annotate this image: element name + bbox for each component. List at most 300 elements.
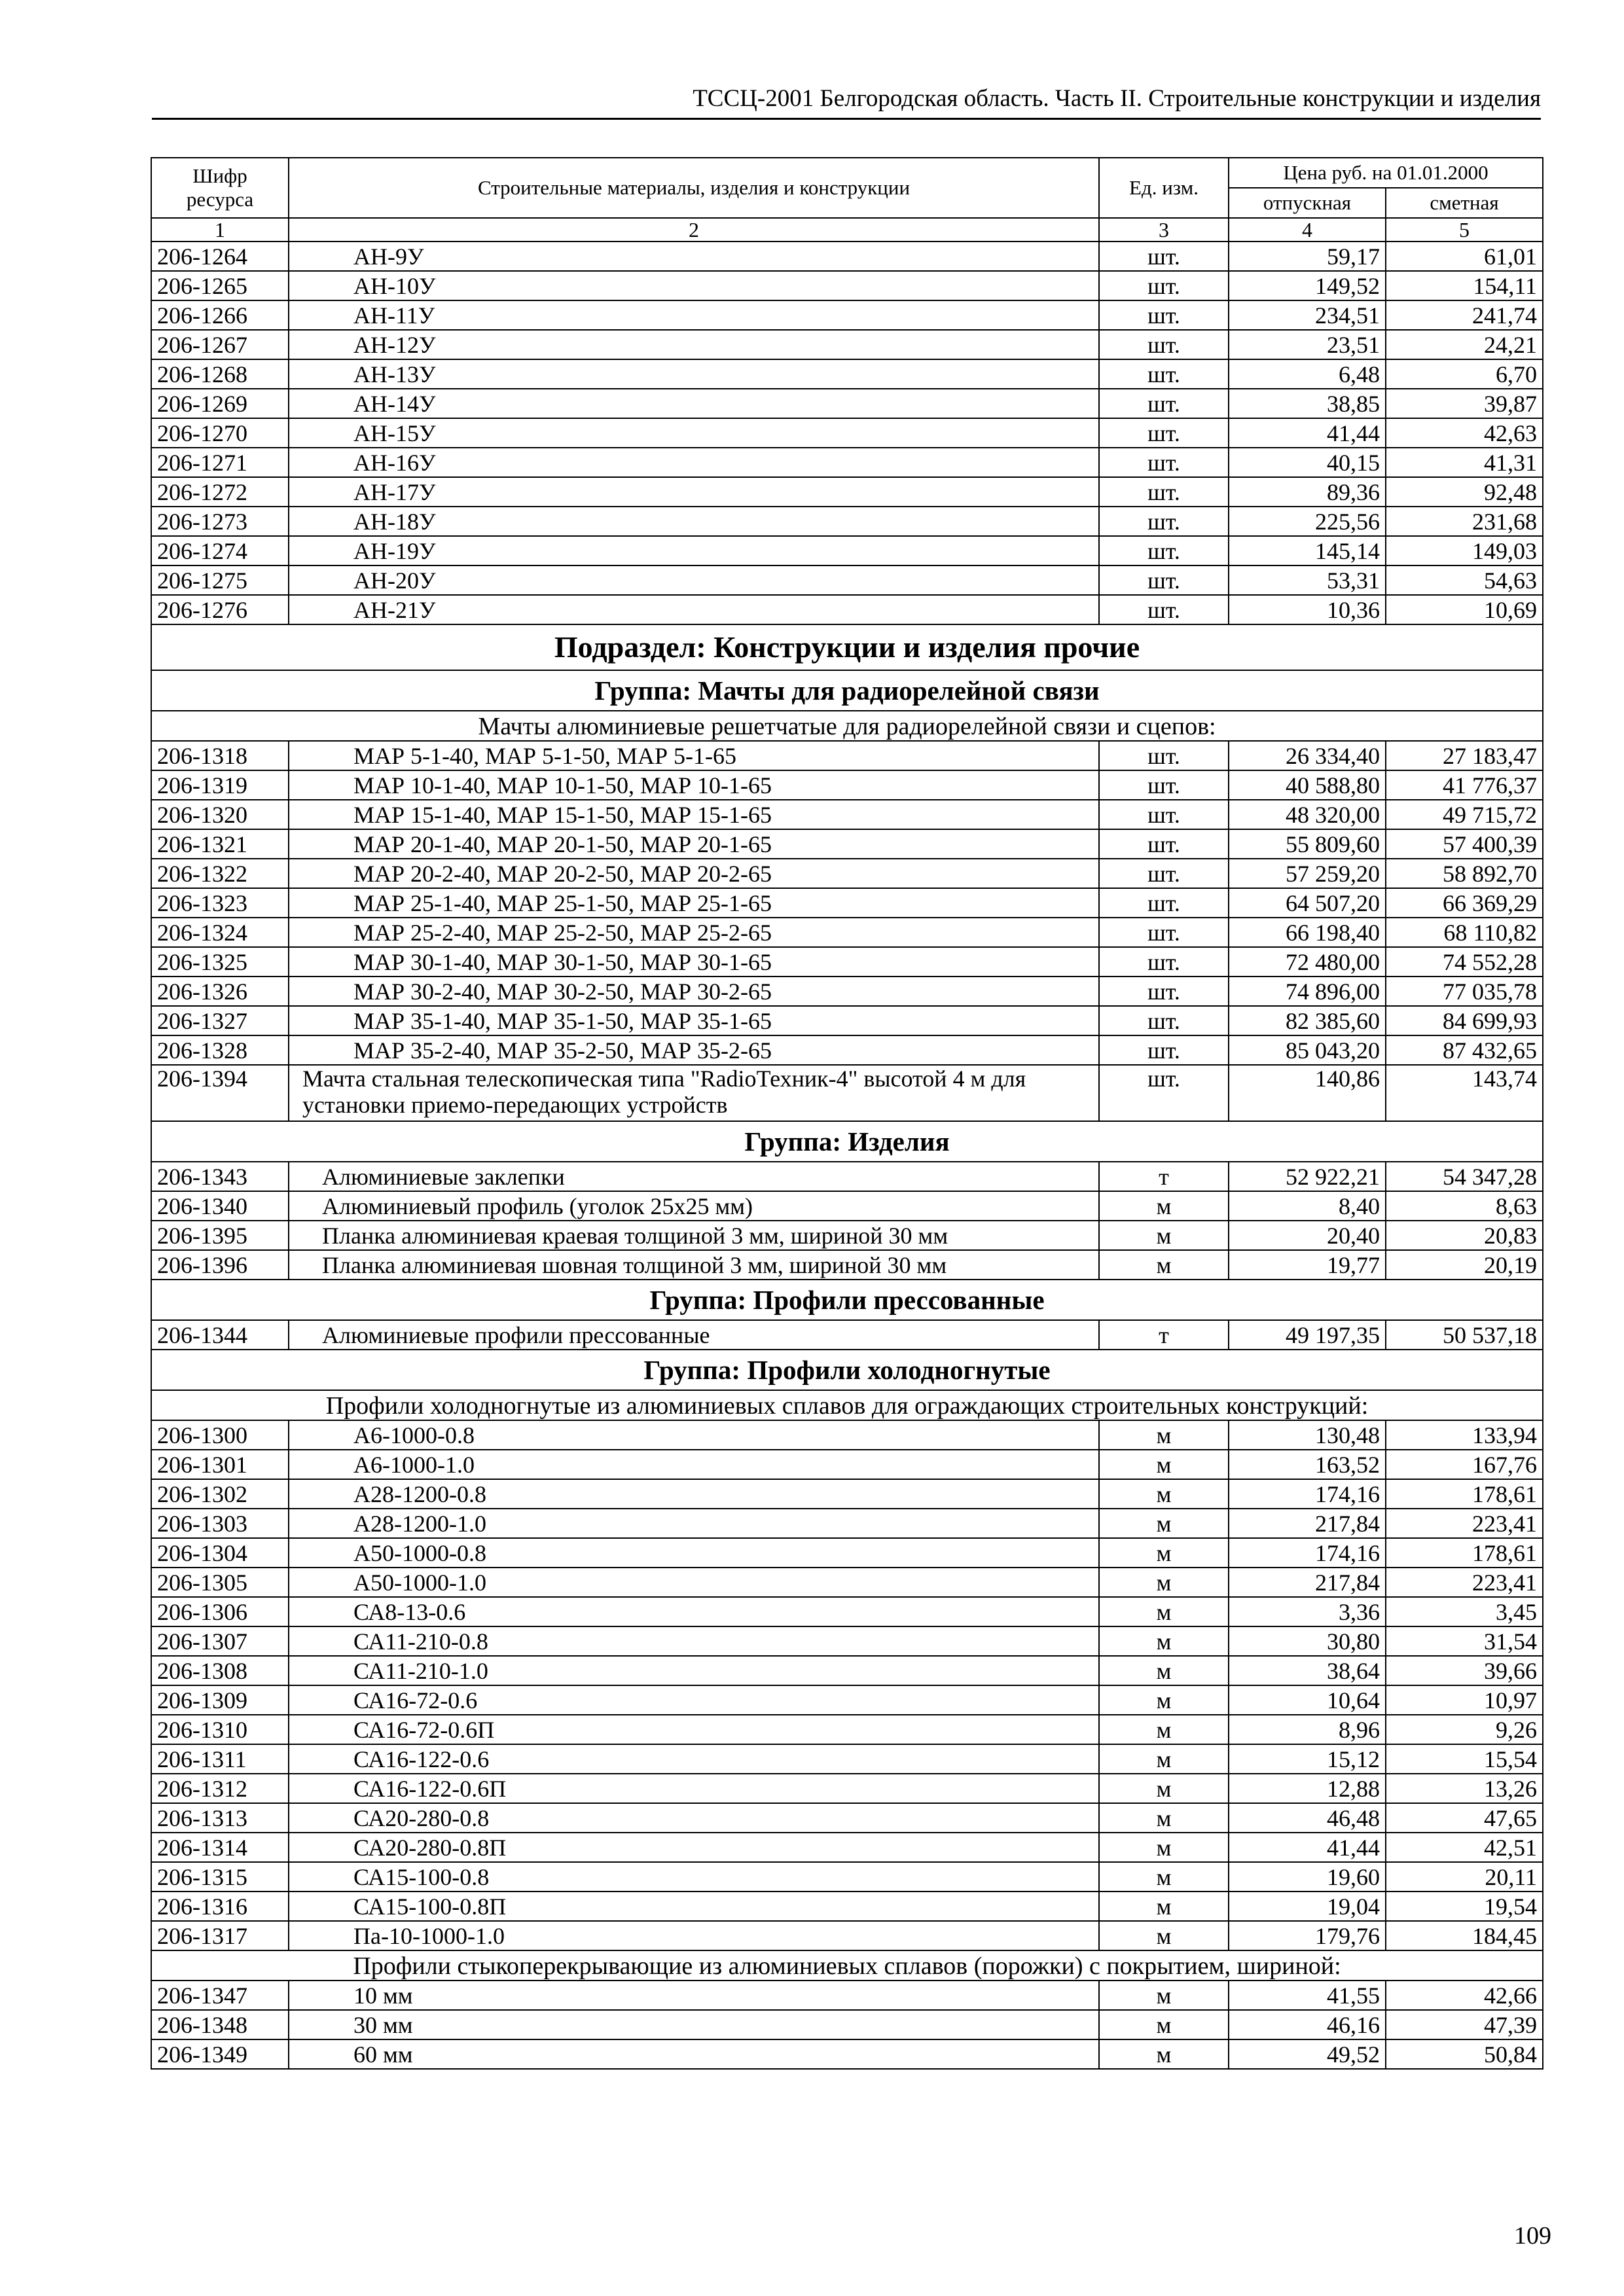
- item-name: АН-11У: [289, 300, 1099, 330]
- column-number: 1: [151, 218, 289, 242]
- price-estimate: 20,19: [1386, 1250, 1543, 1280]
- unit: шт.: [1099, 888, 1229, 918]
- resource-code: 206-1275: [151, 565, 289, 595]
- resource-code: 206-1270: [151, 418, 289, 448]
- header-code: Шифр ресурса: [151, 158, 289, 218]
- unit: шт.: [1099, 800, 1229, 829]
- unit: шт.: [1099, 565, 1229, 595]
- unit: шт.: [1099, 977, 1229, 1006]
- item-name: СА16-122-0.6П: [289, 1774, 1099, 1803]
- unit: м: [1099, 1509, 1229, 1538]
- price-release: 217,84: [1229, 1568, 1386, 1597]
- resource-code: 206-1320: [151, 800, 289, 829]
- resource-code: 206-1315: [151, 1862, 289, 1892]
- price-estimate: 84 699,93: [1386, 1006, 1543, 1035]
- table-row: [151, 477, 1543, 507]
- unit: м: [1099, 1221, 1229, 1250]
- price-estimate: 47,39: [1386, 2010, 1543, 2039]
- price-estimate: 167,76: [1386, 1450, 1543, 1479]
- unit: м: [1099, 1921, 1229, 1950]
- unit: шт.: [1099, 448, 1229, 477]
- unit: м: [1099, 1479, 1229, 1509]
- resource-code: 206-1314: [151, 1833, 289, 1862]
- price-release: 10,64: [1229, 1685, 1386, 1715]
- price-estimate: 10,69: [1386, 595, 1543, 624]
- price-release: 30,80: [1229, 1626, 1386, 1656]
- table-row: [151, 1006, 1543, 1035]
- item-name: АН-12У: [289, 330, 1099, 359]
- table-row: [151, 1597, 1543, 1626]
- item-name: МАР 25-1-40, МАР 25-1-50, МАР 25-1-65: [289, 888, 1099, 918]
- price-estimate: 10,97: [1386, 1685, 1543, 1715]
- price-release: 82 385,60: [1229, 1006, 1386, 1035]
- price-release: 10,36: [1229, 595, 1386, 624]
- table-row: [151, 536, 1543, 565]
- price-release: 52 922,21: [1229, 1162, 1386, 1191]
- resource-code: 206-1394: [151, 1065, 289, 1121]
- resource-code: 206-1323: [151, 888, 289, 918]
- subsection-title-row: [151, 624, 1543, 670]
- table-row: [151, 1162, 1543, 1191]
- table-row: [151, 1538, 1543, 1568]
- price-estimate: 58 892,70: [1386, 859, 1543, 888]
- resource-code: 206-1274: [151, 536, 289, 565]
- price-release: 225,56: [1229, 507, 1386, 536]
- price-estimate: 41 776,37: [1386, 770, 1543, 800]
- table-row: [151, 947, 1543, 977]
- item-name: АН-14У: [289, 389, 1099, 418]
- price-release: 217,84: [1229, 1509, 1386, 1538]
- item-name: Алюминиевые профили прессованные: [289, 1320, 1099, 1350]
- resource-code: 206-1396: [151, 1250, 289, 1280]
- item-name: СА8-13-0.6: [289, 1597, 1099, 1626]
- price-estimate: 92,48: [1386, 477, 1543, 507]
- item-name: СА16-122-0.6: [289, 1744, 1099, 1774]
- price-estimate: 61,01: [1386, 242, 1543, 271]
- item-name: СА11-210-1.0: [289, 1656, 1099, 1685]
- price-release: 130,48: [1229, 1420, 1386, 1450]
- price-estimate: 50 537,18: [1386, 1320, 1543, 1350]
- price-release: 174,16: [1229, 1479, 1386, 1509]
- subsection-title: Подраздел: Конструкции и изделия прочие: [151, 624, 1543, 670]
- price-release: 19,77: [1229, 1250, 1386, 1280]
- header-price-release: отпускная: [1229, 188, 1386, 218]
- table-row: [151, 918, 1543, 947]
- price-estimate: 47,65: [1386, 1803, 1543, 1833]
- price-estimate: 39,87: [1386, 389, 1543, 418]
- unit: м: [1099, 1568, 1229, 1597]
- item-name: АН-15У: [289, 418, 1099, 448]
- unit: м: [1099, 1833, 1229, 1862]
- item-name: Мачта стальная телескопическая типа "RadioТехник-4" высотой 4 м для установки приемо-передающих устройств: [289, 1065, 1099, 1121]
- item-name: МАР 20-1-40, МАР 20-1-50, МАР 20-1-65: [289, 829, 1099, 859]
- price-release: 20,40: [1229, 1221, 1386, 1250]
- table-row: [151, 448, 1543, 477]
- resource-code: 206-1321: [151, 829, 289, 859]
- table-row: [151, 977, 1543, 1006]
- price-estimate: 231,68: [1386, 507, 1543, 536]
- resource-code: 206-1325: [151, 947, 289, 977]
- price-estimate: 42,51: [1386, 1833, 1543, 1862]
- resource-code: 206-1326: [151, 977, 289, 1006]
- unit: шт.: [1099, 1065, 1229, 1121]
- resource-code: 206-1395: [151, 1221, 289, 1250]
- unit: шт.: [1099, 859, 1229, 888]
- unit: м: [1099, 1744, 1229, 1774]
- price-estimate: 49 715,72: [1386, 800, 1543, 829]
- price-estimate: 19,54: [1386, 1892, 1543, 1921]
- group-title: Группа: Профили прессованные: [151, 1280, 1543, 1320]
- price-estimate: 24,21: [1386, 330, 1543, 359]
- unit: шт.: [1099, 829, 1229, 859]
- price-release: 3,36: [1229, 1597, 1386, 1626]
- unit: м: [1099, 1774, 1229, 1803]
- unit: м: [1099, 1803, 1229, 1833]
- table-row: [151, 1921, 1543, 1950]
- resource-code: 206-1308: [151, 1656, 289, 1685]
- price-release: 57 259,20: [1229, 859, 1386, 888]
- unit: м: [1099, 1715, 1229, 1744]
- item-name: МАР 30-2-40, МАР 30-2-50, МАР 30-2-65: [289, 977, 1099, 1006]
- price-table: [151, 157, 1543, 2070]
- table-row: [151, 770, 1543, 800]
- price-release: 49 197,35: [1229, 1320, 1386, 1350]
- item-name: Планка алюминиевая краевая толщиной 3 мм, шириной 30 мм: [289, 1221, 1099, 1250]
- item-name: МАР 20-2-40, МАР 20-2-50, МАР 20-2-65: [289, 859, 1099, 888]
- resource-code: 206-1273: [151, 507, 289, 536]
- item-name: СА15-100-0.8П: [289, 1892, 1099, 1921]
- price-release: 149,52: [1229, 271, 1386, 300]
- unit: шт.: [1099, 1006, 1229, 1035]
- unit: м: [1099, 1981, 1229, 2010]
- unit: м: [1099, 1597, 1229, 1626]
- table-row: [151, 1862, 1543, 1892]
- unit: шт.: [1099, 918, 1229, 947]
- price-release: 140,86: [1229, 1065, 1386, 1121]
- price-estimate: 6,70: [1386, 359, 1543, 389]
- unit: шт.: [1099, 947, 1229, 977]
- resource-code: 206-1301: [151, 1450, 289, 1479]
- price-estimate: 3,45: [1386, 1597, 1543, 1626]
- resource-code: 206-1264: [151, 242, 289, 271]
- price-estimate: 57 400,39: [1386, 829, 1543, 859]
- table-header-row: [151, 158, 1543, 188]
- item-name: А28-1200-0.8: [289, 1479, 1099, 1509]
- resource-code: 206-1271: [151, 448, 289, 477]
- item-name: АН-9У: [289, 242, 1099, 271]
- item-name: МАР 10-1-40, МАР 10-1-50, МАР 10-1-65: [289, 770, 1099, 800]
- resource-code: 206-1265: [151, 271, 289, 300]
- price-release: 163,52: [1229, 1450, 1386, 1479]
- group-note-row: [151, 1390, 1543, 1420]
- column-number-row: [151, 218, 1543, 242]
- price-release: 8,40: [1229, 1191, 1386, 1221]
- price-release: 66 198,40: [1229, 918, 1386, 947]
- item-name: СА20-280-0.8П: [289, 1833, 1099, 1862]
- unit: м: [1099, 1450, 1229, 1479]
- item-name: А6-1000-1.0: [289, 1450, 1099, 1479]
- price-estimate: 223,41: [1386, 1568, 1543, 1597]
- column-number: 3: [1099, 218, 1229, 242]
- table-row: [151, 1479, 1543, 1509]
- item-name: АН-10У: [289, 271, 1099, 300]
- table-row: [151, 1715, 1543, 1744]
- table-row: [151, 565, 1543, 595]
- header-price: Цена руб. на 01.01.2000: [1229, 158, 1543, 188]
- table-row: [151, 741, 1543, 770]
- item-name: АН-18У: [289, 507, 1099, 536]
- price-release: 174,16: [1229, 1538, 1386, 1568]
- price-estimate: 87 432,65: [1386, 1035, 1543, 1065]
- item-name: А28-1200-1.0: [289, 1509, 1099, 1538]
- unit: м: [1099, 2010, 1229, 2039]
- resource-code: 206-1300: [151, 1420, 289, 1450]
- group-title: Группа: Профили холодногнутые: [151, 1350, 1543, 1390]
- resource-code: 206-1344: [151, 1320, 289, 1350]
- price-estimate: 77 035,78: [1386, 977, 1543, 1006]
- item-name: Алюминиевые заклепки: [289, 1162, 1099, 1191]
- table-row: [151, 1191, 1543, 1221]
- price-release: 179,76: [1229, 1921, 1386, 1950]
- resource-code: 206-1307: [151, 1626, 289, 1656]
- unit: шт.: [1099, 359, 1229, 389]
- table-row: [151, 1065, 1543, 1121]
- table-row: [151, 242, 1543, 271]
- price-release: 19,04: [1229, 1892, 1386, 1921]
- item-name: СА11-210-0.8: [289, 1626, 1099, 1656]
- price-release: 6,48: [1229, 359, 1386, 389]
- header-rule: [152, 118, 1541, 120]
- table-row: [151, 271, 1543, 300]
- price-release: 234,51: [1229, 300, 1386, 330]
- table-row: [151, 1450, 1543, 1479]
- price-estimate: 66 369,29: [1386, 888, 1543, 918]
- item-name: А6-1000-0.8: [289, 1420, 1099, 1450]
- unit: м: [1099, 1538, 1229, 1568]
- price-release: 41,44: [1229, 418, 1386, 448]
- unit: м: [1099, 1685, 1229, 1715]
- price-release: 40,15: [1229, 448, 1386, 477]
- item-name: СА20-280-0.8: [289, 1803, 1099, 1833]
- price-estimate: 41,31: [1386, 448, 1543, 477]
- unit: шт.: [1099, 330, 1229, 359]
- unit: шт.: [1099, 595, 1229, 624]
- price-estimate: 54 347,28: [1386, 1162, 1543, 1191]
- table-row: [151, 1685, 1543, 1715]
- resource-code: 206-1302: [151, 1479, 289, 1509]
- unit: м: [1099, 1656, 1229, 1685]
- price-release: 55 809,60: [1229, 829, 1386, 859]
- price-release: 72 480,00: [1229, 947, 1386, 977]
- price-release: 38,85: [1229, 389, 1386, 418]
- resource-code: 206-1305: [151, 1568, 289, 1597]
- page-header-title: ТССЦ-2001 Белгородская область. Часть II. Строительные конструкции и изделия: [693, 85, 1541, 112]
- item-name: МАР 5-1-40, МАР 5-1-50, МАР 5-1-65: [289, 741, 1099, 770]
- price-release: 15,12: [1229, 1744, 1386, 1774]
- unit: шт.: [1099, 536, 1229, 565]
- resource-code: 206-1328: [151, 1035, 289, 1065]
- unit: шт.: [1099, 271, 1229, 300]
- group-title: Группа: Мачты для радиорелейной связи: [151, 670, 1543, 711]
- table-row: [151, 888, 1543, 918]
- resource-code: 206-1268: [151, 359, 289, 389]
- resource-code: 206-1316: [151, 1892, 289, 1921]
- item-name: АН-17У: [289, 477, 1099, 507]
- price-release: 26 334,40: [1229, 741, 1386, 770]
- unit: т: [1099, 1162, 1229, 1191]
- resource-code: 206-1317: [151, 1921, 289, 1950]
- price-release: 74 896,00: [1229, 977, 1386, 1006]
- item-name: МАР 25-2-40, МАР 25-2-50, МАР 25-2-65: [289, 918, 1099, 947]
- price-release: 46,48: [1229, 1803, 1386, 1833]
- table-row: [151, 859, 1543, 888]
- item-name: МАР 35-2-40, МАР 35-2-50, МАР 35-2-65: [289, 1035, 1099, 1065]
- group-note-row: [151, 1950, 1543, 1981]
- item-name: АН-19У: [289, 536, 1099, 565]
- table-row: [151, 1833, 1543, 1862]
- table-row: [151, 1981, 1543, 2010]
- item-name: АН-21У: [289, 595, 1099, 624]
- resource-code: 206-1266: [151, 300, 289, 330]
- header-unit: Ед. изм.: [1099, 158, 1229, 218]
- group-title: Группа: Изделия: [151, 1121, 1543, 1162]
- price-estimate: 9,26: [1386, 1715, 1543, 1744]
- resource-code: 206-1327: [151, 1006, 289, 1035]
- price-estimate: 68 110,82: [1386, 918, 1543, 947]
- unit: шт.: [1099, 741, 1229, 770]
- item-name: А50-1000-0.8: [289, 1538, 1099, 1568]
- column-number: 5: [1386, 218, 1543, 242]
- table-row: [151, 2039, 1543, 2069]
- resource-code: 206-1303: [151, 1509, 289, 1538]
- price-estimate: 74 552,28: [1386, 947, 1543, 977]
- header-price-estimate: сметная: [1386, 188, 1543, 218]
- group-title-row: [151, 670, 1543, 711]
- table-row: [151, 595, 1543, 624]
- price-estimate: 8,63: [1386, 1191, 1543, 1221]
- resource-code: 206-1309: [151, 1685, 289, 1715]
- table-row: [151, 300, 1543, 330]
- unit: т: [1099, 1320, 1229, 1350]
- resource-code: 206-1340: [151, 1191, 289, 1221]
- price-release: 8,96: [1229, 1715, 1386, 1744]
- price-estimate: 39,66: [1386, 1656, 1543, 1685]
- unit: шт.: [1099, 507, 1229, 536]
- price-estimate: 154,11: [1386, 271, 1543, 300]
- table-row: [151, 1320, 1543, 1350]
- unit: м: [1099, 2039, 1229, 2069]
- price-estimate: 54,63: [1386, 565, 1543, 595]
- group-note-row: [151, 711, 1543, 741]
- price-estimate: 241,74: [1386, 300, 1543, 330]
- resource-code: 206-1318: [151, 741, 289, 770]
- resource-code: 206-1319: [151, 770, 289, 800]
- table-row: [151, 1803, 1543, 1833]
- table-row: [151, 1420, 1543, 1450]
- price-release: 46,16: [1229, 2010, 1386, 2039]
- item-name: АН-13У: [289, 359, 1099, 389]
- resource-code: 206-1276: [151, 595, 289, 624]
- unit: шт.: [1099, 418, 1229, 448]
- unit: шт.: [1099, 242, 1229, 271]
- table-row: [151, 418, 1543, 448]
- unit: шт.: [1099, 1035, 1229, 1065]
- resource-code: 206-1304: [151, 1538, 289, 1568]
- resource-code: 206-1269: [151, 389, 289, 418]
- item-name: 10 мм: [289, 1981, 1099, 2010]
- price-estimate: 13,26: [1386, 1774, 1543, 1803]
- price-estimate: 178,61: [1386, 1538, 1543, 1568]
- table-row: [151, 1568, 1543, 1597]
- price-estimate: 20,11: [1386, 1862, 1543, 1892]
- table-row: [151, 1774, 1543, 1803]
- price-release: 41,55: [1229, 1981, 1386, 2010]
- price-release: 145,14: [1229, 536, 1386, 565]
- group-note: Мачты алюминиевые решетчатые для радиорелейной связи и сцепов:: [151, 711, 1543, 741]
- item-name: 60 мм: [289, 2039, 1099, 2069]
- item-name: А50-1000-1.0: [289, 1568, 1099, 1597]
- table-row: [151, 1892, 1543, 1921]
- table-row: [151, 1626, 1543, 1656]
- price-estimate: 42,63: [1386, 418, 1543, 448]
- table-row: [151, 1744, 1543, 1774]
- table-row: [151, 507, 1543, 536]
- table-row: [151, 1221, 1543, 1250]
- price-estimate: 50,84: [1386, 2039, 1543, 2069]
- item-name: МАР 15-1-40, МАР 15-1-50, МАР 15-1-65: [289, 800, 1099, 829]
- group-note: Профили стыкоперекрывающие из алюминиевых сплавов (порожки) с покрытием, шириной:: [151, 1950, 1543, 1981]
- resource-code: 206-1343: [151, 1162, 289, 1191]
- unit: шт.: [1099, 770, 1229, 800]
- price-release: 12,88: [1229, 1774, 1386, 1803]
- price-estimate: 223,41: [1386, 1509, 1543, 1538]
- resource-code: 206-1347: [151, 1981, 289, 2010]
- price-estimate: 15,54: [1386, 1744, 1543, 1774]
- price-estimate: 20,83: [1386, 1221, 1543, 1250]
- price-estimate: 133,94: [1386, 1420, 1543, 1450]
- table-row: [151, 389, 1543, 418]
- resource-code: 206-1313: [151, 1803, 289, 1833]
- price-release: 89,36: [1229, 477, 1386, 507]
- resource-code: 206-1310: [151, 1715, 289, 1744]
- column-number: 2: [289, 218, 1099, 242]
- price-estimate: 143,74: [1386, 1065, 1543, 1121]
- group-title-row: [151, 1121, 1543, 1162]
- unit: м: [1099, 1892, 1229, 1921]
- unit: шт.: [1099, 477, 1229, 507]
- price-release: 53,31: [1229, 565, 1386, 595]
- price-release: 85 043,20: [1229, 1035, 1386, 1065]
- price-release: 40 588,80: [1229, 770, 1386, 800]
- unit: шт.: [1099, 300, 1229, 330]
- item-name: СА15-100-0.8: [289, 1862, 1099, 1892]
- price-estimate: 178,61: [1386, 1479, 1543, 1509]
- column-number: 4: [1229, 218, 1386, 242]
- table-row: [151, 829, 1543, 859]
- item-name: МАР 35-1-40, МАР 35-1-50, МАР 35-1-65: [289, 1006, 1099, 1035]
- unit: м: [1099, 1250, 1229, 1280]
- resource-code: 206-1312: [151, 1774, 289, 1803]
- resource-code: 206-1324: [151, 918, 289, 947]
- resource-code: 206-1306: [151, 1597, 289, 1626]
- price-estimate: 42,66: [1386, 1981, 1543, 2010]
- price-release: 64 507,20: [1229, 888, 1386, 918]
- item-name: Планка алюминиевая шовная толщиной 3 мм, шириной 30 мм: [289, 1250, 1099, 1280]
- resource-code: 206-1322: [151, 859, 289, 888]
- table-row: [151, 330, 1543, 359]
- unit: м: [1099, 1626, 1229, 1656]
- item-name: АН-16У: [289, 448, 1099, 477]
